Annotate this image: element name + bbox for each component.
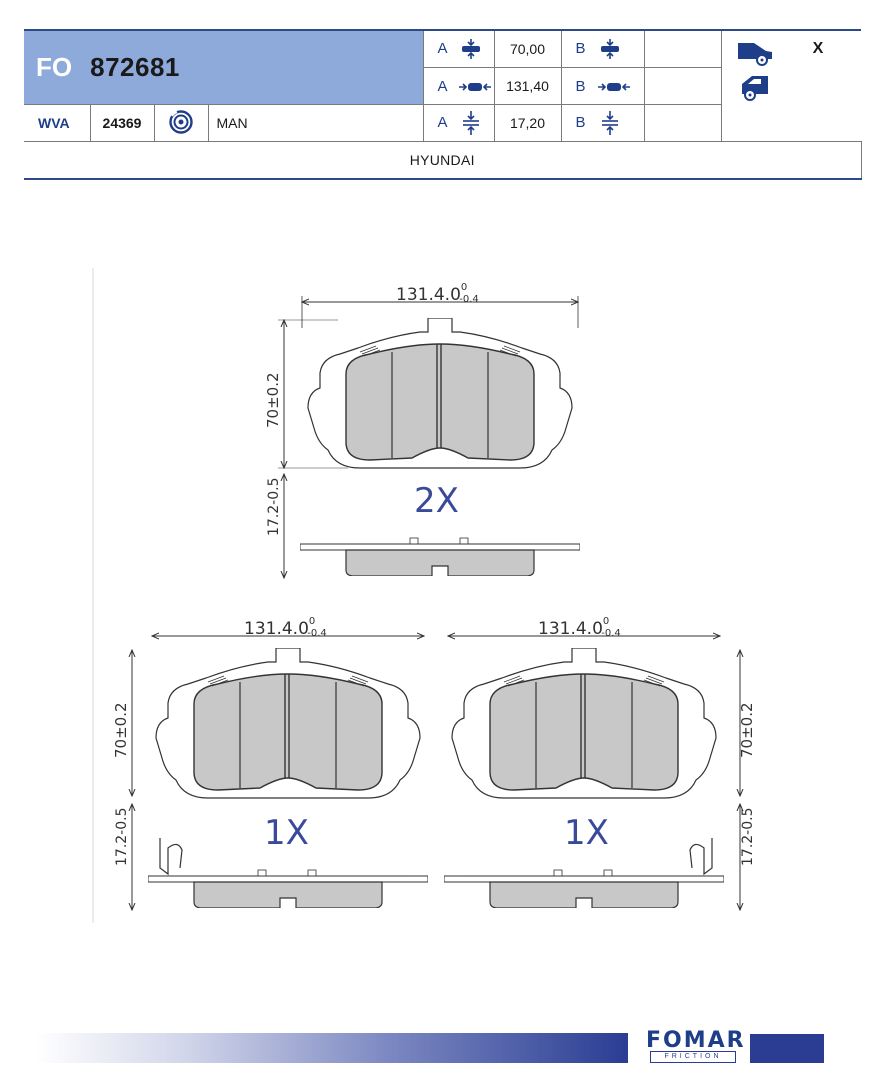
- quantity-label-left: 1X: [264, 813, 309, 853]
- wva-label: WVA: [24, 105, 90, 142]
- width-dim-value: 131.4.0: [538, 619, 603, 639]
- width-arrows-icon: [459, 80, 491, 94]
- product-prefix: FO: [36, 52, 73, 82]
- brake-pad-front-view: [156, 648, 420, 798]
- dim-a-letter: A: [437, 39, 447, 57]
- dim-b-letter: B: [575, 113, 586, 131]
- logo-block: [750, 1034, 824, 1063]
- dim-b-value-empty: [644, 30, 721, 68]
- width-tol-upper: 0: [460, 282, 468, 293]
- brake-pad-front-view: [452, 648, 716, 798]
- brake-pad-side-view: [148, 870, 428, 908]
- brake-pad-side-view: [300, 538, 580, 576]
- width-tol-upper: 0: [602, 616, 610, 627]
- dim-b-letter: B: [575, 39, 586, 57]
- width-tol-lower: -0.4: [459, 294, 479, 305]
- thickness-dimension-text: 17.2-0.5: [266, 477, 282, 536]
- left-pad-group: [112, 616, 428, 910]
- thickness-dimension-text: 17.2-0.5: [740, 807, 756, 866]
- dim-value-height: 70,00: [494, 30, 561, 68]
- quantity-label-right: 1X: [564, 813, 609, 853]
- spacer-cell: [775, 68, 861, 105]
- logo-subtitle: FRICTION: [650, 1051, 736, 1063]
- dim-value-width: 131,40: [494, 68, 561, 105]
- wear-clip: [160, 838, 182, 874]
- dim-b-label: [561, 105, 644, 142]
- car-rear-icon: [734, 72, 778, 102]
- fomar-logo: [638, 1028, 826, 1066]
- car-front-icon: [734, 37, 778, 67]
- dim-a-letter: A: [437, 77, 447, 95]
- width-dimension-text: [396, 282, 479, 305]
- height-dimension-text: 70±0.2: [738, 702, 756, 758]
- product-code-cell: [24, 30, 423, 105]
- height-arrows-icon: [459, 39, 483, 59]
- logo-wordmark: FOMAR: [646, 1028, 746, 1053]
- width-tol-upper: 0: [308, 616, 316, 627]
- width-dim-value: 131.4.0: [244, 619, 309, 639]
- thickness-arrows-icon: [598, 111, 622, 135]
- width-dim-value: 131.4.0: [396, 285, 461, 305]
- brake-pad-technical-drawing: [88, 268, 768, 928]
- dim-b-label: [561, 30, 644, 68]
- position-mark: X: [775, 30, 861, 68]
- brake-pad-front-view: [308, 318, 572, 468]
- wear-clip: [690, 838, 712, 874]
- dim-a-label: [423, 68, 494, 105]
- dim-b-value-empty: [644, 68, 721, 105]
- axle-icons-cell: [721, 30, 775, 142]
- footer-gradient-bar: [36, 1033, 628, 1063]
- dim-b-label: [561, 68, 644, 105]
- spacer-cell: [775, 105, 861, 142]
- width-arrows-icon: [598, 80, 630, 94]
- width-dimension-text: [244, 616, 327, 639]
- dim-b-value-empty: [644, 105, 721, 142]
- dim-value-thickness: 17,20: [494, 105, 561, 142]
- height-arrows-icon: [598, 39, 622, 59]
- width-tol-lower: -0.4: [601, 628, 621, 639]
- thickness-arrows-icon: [459, 111, 483, 135]
- product-number: 872681: [90, 52, 180, 82]
- width-dimension-text: [538, 616, 621, 639]
- dim-a-label: [423, 30, 494, 68]
- wear-indicator: MAN: [208, 105, 423, 142]
- height-dimension-text: 70±0.2: [112, 702, 130, 758]
- quantity-label-top: 2X: [414, 481, 459, 521]
- height-dimension-text: 70±0.2: [264, 372, 282, 428]
- dim-a-letter: A: [437, 113, 447, 131]
- spec-table: [24, 29, 862, 180]
- brake-disc-icon: [169, 110, 193, 134]
- thickness-dimension-text: 17.2-0.5: [114, 807, 130, 866]
- dim-a-label: [423, 105, 494, 142]
- wva-number: 24369: [90, 105, 154, 142]
- disc-icon-cell: [154, 105, 208, 142]
- dim-b-letter: B: [575, 77, 586, 95]
- brake-pad-side-view: [444, 870, 724, 908]
- vehicle-brand: HYUNDAI: [24, 142, 861, 180]
- width-tol-lower: -0.4: [307, 628, 327, 639]
- top-pad-group: [264, 282, 580, 578]
- right-pad-group: [444, 616, 756, 910]
